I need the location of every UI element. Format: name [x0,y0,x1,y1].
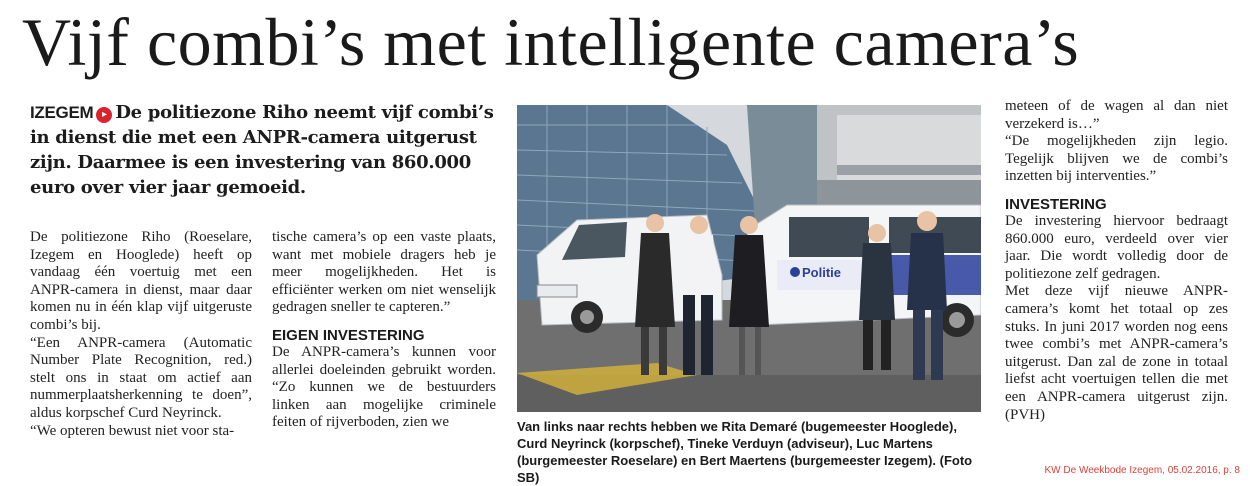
article-column-3 [1005,98,1228,424]
paragraph: “De mogelijkheden zijn legio. Tegelijk blijven we de combi’s inzetten bij interventies.” [1005,133,1228,185]
source-citation: KW De Weekbode Izegem, 05.02.2016, p. 8 [1044,465,1240,476]
paragraph: “We opteren bewust niet voor sta- [30,422,235,439]
lead-paragraph [30,100,500,200]
article-column-1 [30,229,252,440]
subheading: EIGEN INVESTERING [272,326,425,344]
article-column-2 [272,229,496,432]
paragraph: “Een ANPR-camera (Automatic Number Plate Recognition, red.) stelt ons in staat om actief aan nummerplaatsherkenning te doen”, aldus korpschef Curd Neyrinck. [30,334,252,421]
van-lettering: Politie [802,265,842,280]
photo-caption: Van links naar rechts hebben we Rita Demaré (bugemeester Hooglede), Curd Neyrinck (korpschef), Tineke Verduyn (adviseur), Luc Martens (burgemeester Roeselare) en Bert Maertens (burgemeester Izegem). (Foto SB) [517,419,973,485]
arrow-right-icon: ▸ [96,107,112,123]
lead-text: De politiezone Riho neemt vijf combi’s in dienst die met een ANPR-camera uitgerust zijn. Daarmee is een investering van 860.000 euro over vier jaar gemoeid. [30,102,494,198]
news-photo [517,105,981,412]
paragraph: meteen of de wagen al dan niet verzekerd is…” [1005,98,1228,132]
dateline: IZEGEM [30,103,94,122]
paragraph: De investering hiervoor bedraagt 860.000 euro, verdeeld over vier jaar. Die wordt volledig door de politiezone zelf gedragen. [1005,212,1228,282]
paragraph: Met deze vijf nieuwe ANPR-camera’s komt het totaal op zes stuks. In juni 2017 worden nog eens twee combi’s met ANPR-camera’s uitgerust. Dan zal de zone in totaal liefst acht voertuigen tellen die met een ANPR-camera uitgerust zijn. (PVH) [1005,283,1228,423]
paragraph: De ANPR-camera’s kunnen voor allerlei doeleinden gebruikt worden. “Zo kunnen we de bestuurders linken aan mogelijke criminele feiten of rijverboden, zien we [272,343,496,431]
photo-illustration [517,105,981,412]
paragraph: tische camera’s op een vaste plaats, want met mobiele dragers heb je meer mogelijkheden. Het is efficiënter werken om niet wenselijk gedragen sneller te capteren.” [272,229,496,316]
headline: Vijf combi’s met intelligente camera’s [22,4,1080,80]
paragraph: De politiezone Riho (Roeselare, Izegem en Hooglede) heeft op vandaag één voertuig met een ANPR-camera in dienst, maar daar komen nu in één klap vijf uitgeruste combi’s bij. [30,229,252,333]
subheading: INVESTERING [1005,195,1107,213]
